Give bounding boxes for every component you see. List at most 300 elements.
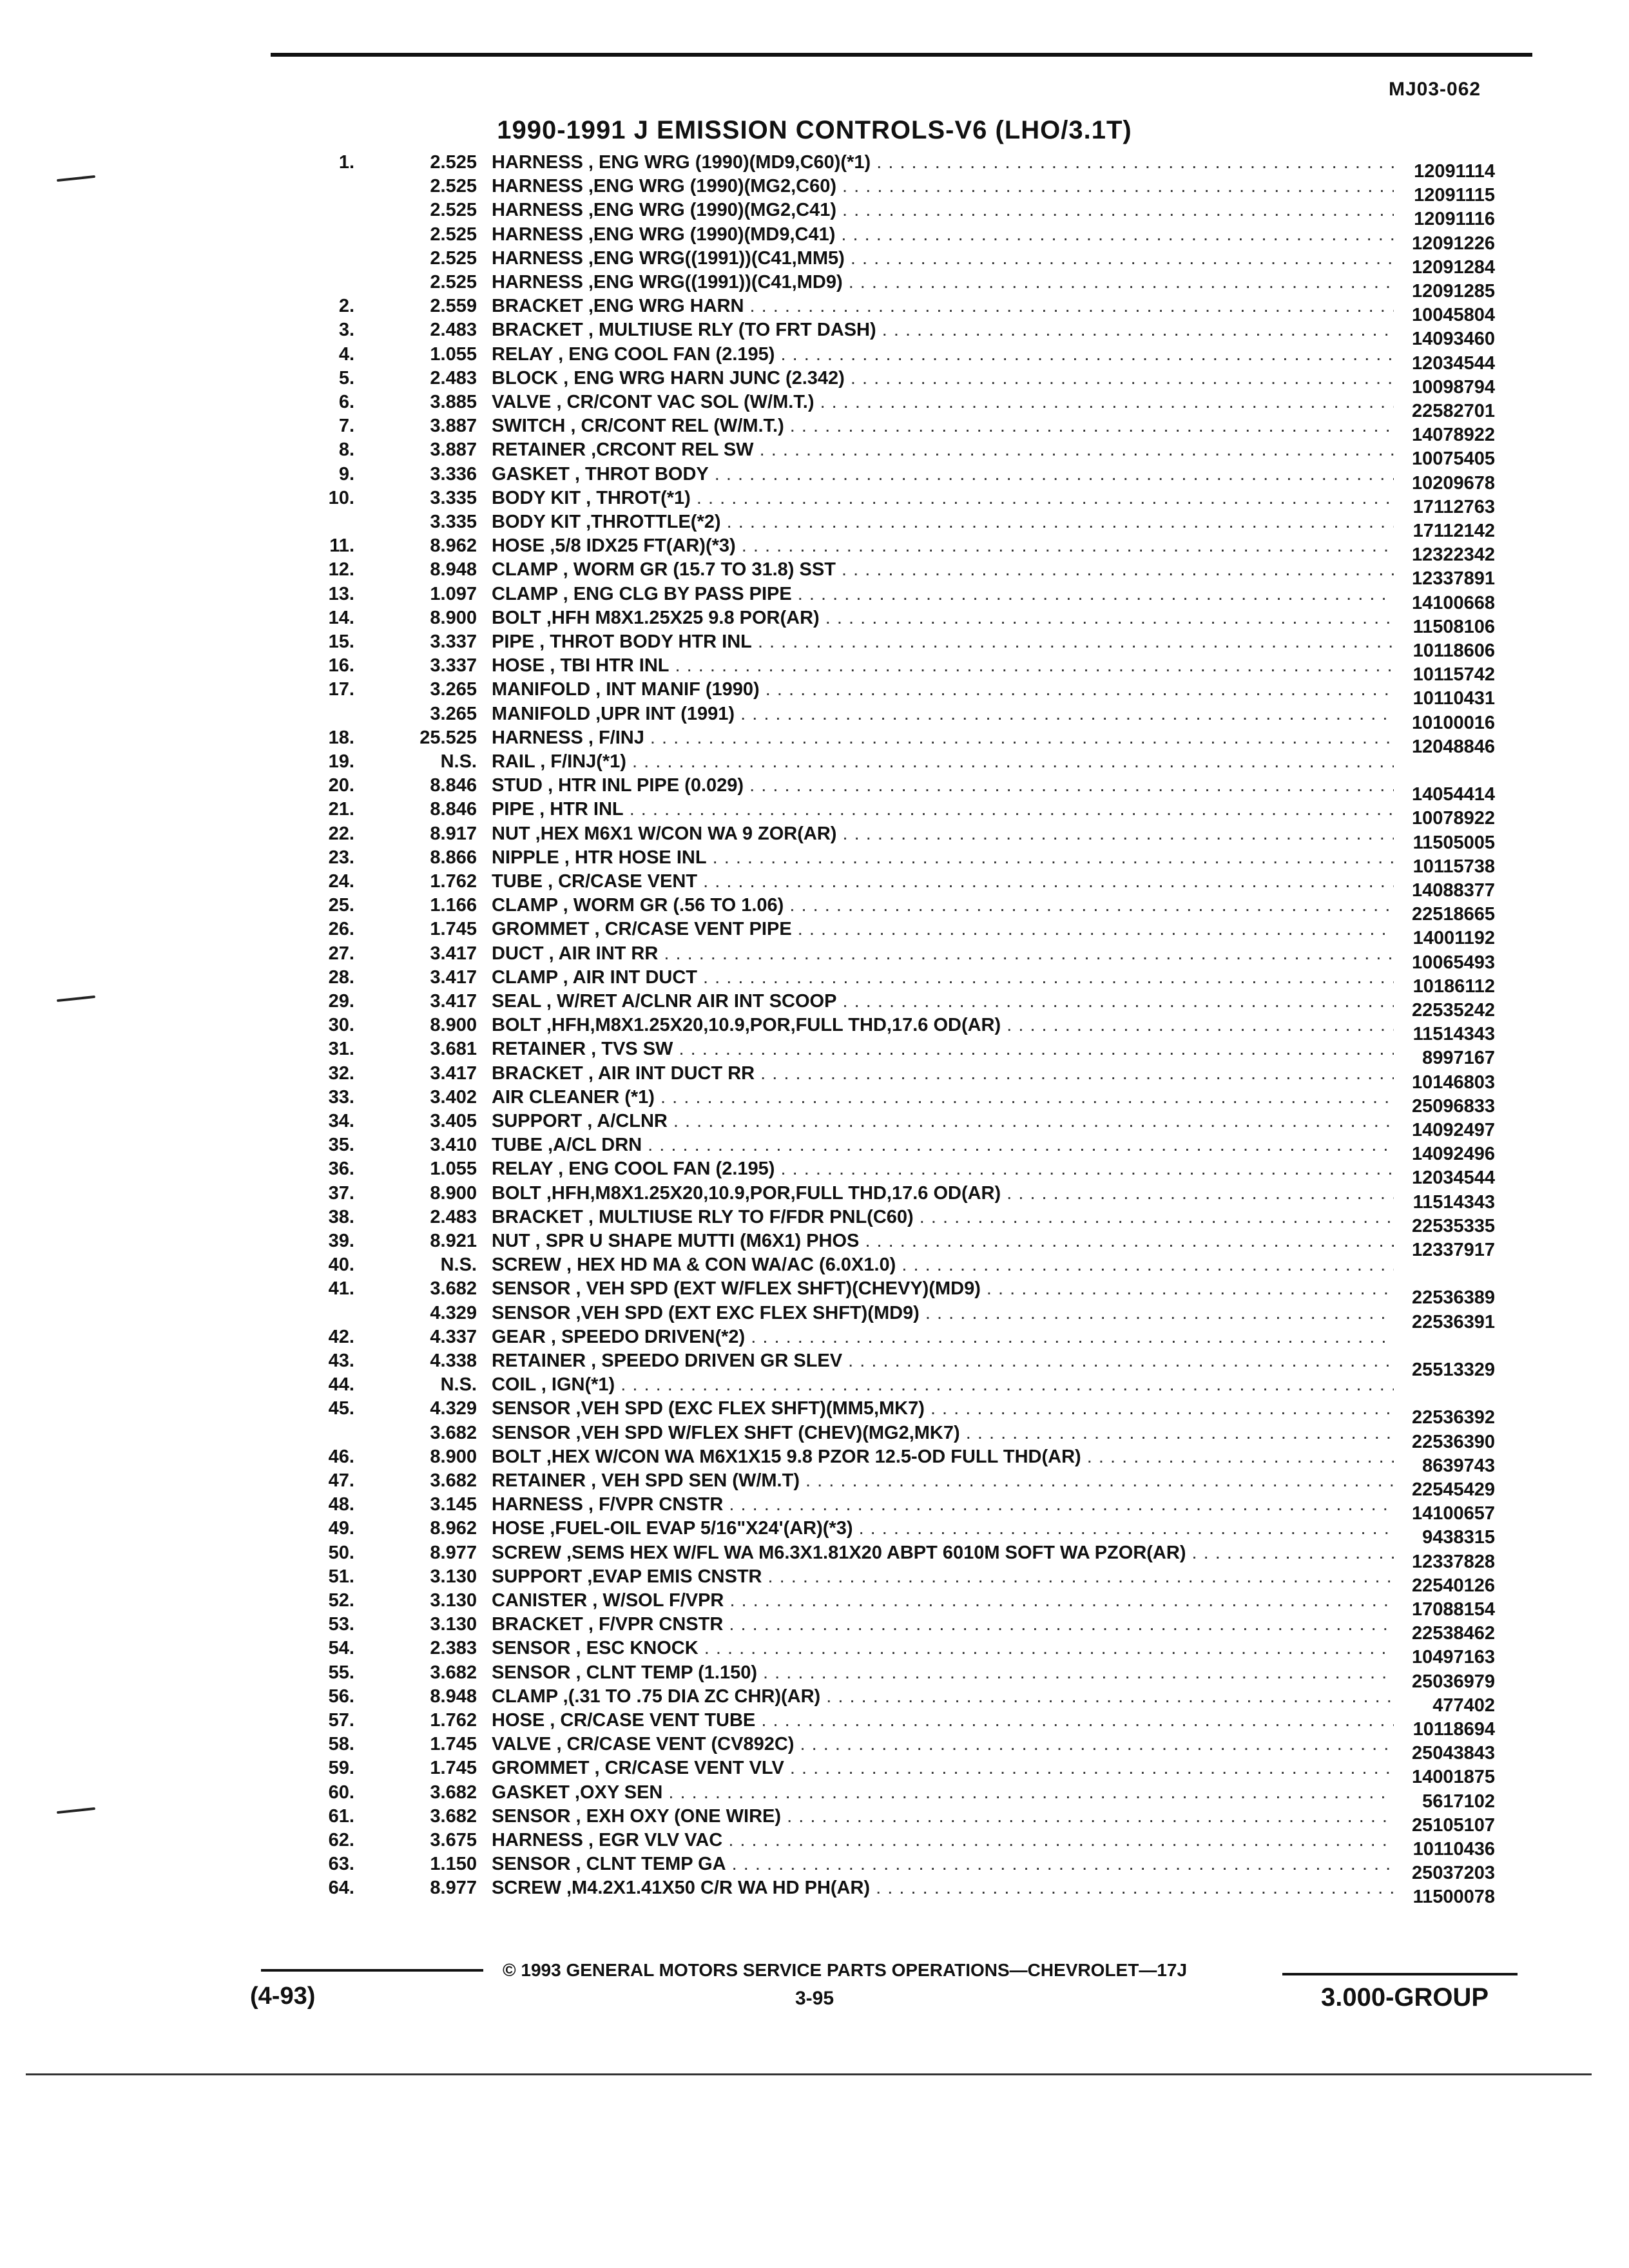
group-number: 4.329 bbox=[430, 1302, 477, 1323]
group-number: 3.682 bbox=[430, 1278, 477, 1300]
ref-number: 34. bbox=[328, 1111, 354, 1131]
ref-number: 13. bbox=[328, 583, 354, 604]
parts-row bbox=[0, 630, 1629, 661]
parts-row bbox=[0, 654, 1629, 686]
parts-row bbox=[0, 1373, 1629, 1396]
group-number: 1.745 bbox=[430, 1734, 477, 1755]
part-description: HARNESS , EGR VLV VAC . . . bbox=[492, 1829, 1394, 1852]
part-description: PIPE , THROT BODY HTR INL . . . bbox=[492, 630, 1394, 653]
ref-number: 58. bbox=[328, 1734, 354, 1755]
group-number: 2.483 bbox=[430, 1206, 477, 1227]
parts-row bbox=[0, 1062, 1629, 1093]
part-description: AIR CLEANER (*1) . . . bbox=[492, 1086, 1394, 1109]
part-number: 25037203 bbox=[1411, 1863, 1495, 1884]
part-number: 14054414 bbox=[1411, 784, 1495, 805]
part-description: BRACKET , MULTIUSE RLY (TO FRT DASH) . . . bbox=[492, 318, 1394, 341]
group-number: N.S. bbox=[440, 1254, 477, 1276]
group-number: 3.130 bbox=[430, 1590, 477, 1611]
parts-row bbox=[0, 1302, 1629, 1332]
part-number: 14088377 bbox=[1411, 880, 1495, 901]
part-number: 25043843 bbox=[1411, 1743, 1495, 1764]
parts-row bbox=[0, 414, 1629, 446]
part-number: 12091226 bbox=[1411, 233, 1495, 254]
part-number: 12091114 bbox=[1414, 161, 1495, 182]
parts-row bbox=[0, 750, 1629, 773]
parts-row bbox=[0, 1876, 1629, 1908]
ref-number: 7. bbox=[338, 416, 354, 437]
part-number: 11514343 bbox=[1412, 1024, 1495, 1045]
part-description: HARNESS ,ENG WRG((1991))(C41,MM5) . . . bbox=[492, 247, 1394, 270]
ref-number: 15. bbox=[328, 631, 354, 652]
part-description: SENSOR ,VEH SPD W/FLEX SHFT (CHEV)(MG2,MK7) . . . bbox=[492, 1421, 1394, 1445]
part-description: HOSE ,FUEL-OIL EVAP 5/16"X24'(AR)(*3) . . . bbox=[492, 1517, 1394, 1540]
group-number: 3.682 bbox=[430, 1422, 477, 1443]
part-description: HOSE , CR/CASE VENT TUBE . . . bbox=[492, 1709, 1394, 1732]
ref-number: 18. bbox=[328, 727, 354, 748]
group-number: 8.866 bbox=[430, 847, 477, 868]
part-number: 12034544 bbox=[1411, 1168, 1495, 1189]
group-number: 2.525 bbox=[430, 152, 477, 173]
ref-number: 16. bbox=[328, 655, 354, 677]
group-number: 3.417 bbox=[430, 1062, 477, 1084]
ref-number: 53. bbox=[328, 1614, 354, 1635]
parts-row bbox=[0, 1253, 1629, 1276]
part-number: 22536390 bbox=[1411, 1431, 1495, 1452]
group-number: 4.338 bbox=[430, 1350, 477, 1371]
part-description: NUT ,HEX M6X1 W/CON WA 9 ZOR(AR) . . . bbox=[492, 822, 1394, 845]
part-description: SENSOR , EXH OXY (ONE WIRE) . . . bbox=[492, 1805, 1394, 1828]
group-number: 8.917 bbox=[430, 823, 477, 844]
group-number: 3.337 bbox=[430, 655, 477, 677]
ref-number: 3. bbox=[338, 320, 354, 341]
part-number: 14001875 bbox=[1411, 1767, 1495, 1788]
ref-number: 60. bbox=[328, 1782, 354, 1803]
ref-number: 63. bbox=[328, 1854, 354, 1875]
parts-row bbox=[0, 1517, 1629, 1548]
group-number: N.S. bbox=[440, 751, 477, 772]
part-description: BRACKET , MULTIUSE RLY TO F/FDR PNL(C60) . . . bbox=[492, 1206, 1394, 1229]
group-number: 3.682 bbox=[430, 1805, 477, 1827]
part-number: 25096833 bbox=[1411, 1095, 1495, 1117]
ref-number: 43. bbox=[328, 1350, 354, 1371]
page-title: 1990-1991 J EMISSION CONTROLS-V6 (LHO/3.1T) bbox=[497, 116, 1132, 144]
part-number: 10186112 bbox=[1412, 975, 1495, 997]
part-number: 22518665 bbox=[1411, 904, 1495, 925]
part-number: 22538462 bbox=[1411, 1623, 1495, 1644]
group-number: 2.525 bbox=[430, 176, 477, 197]
group-number: 8.900 bbox=[430, 607, 477, 628]
parts-row bbox=[0, 1421, 1629, 1452]
ref-number: 47. bbox=[328, 1470, 354, 1491]
part-number: 8639743 bbox=[1422, 1455, 1495, 1476]
ref-number: 44. bbox=[328, 1374, 354, 1396]
part-description: RETAINER ,CRCONT REL SW . . . bbox=[492, 438, 1394, 461]
part-description: RELAY , ENG COOL FAN (2.195) . . . bbox=[492, 1157, 1394, 1180]
group-number: 3.681 bbox=[430, 1039, 477, 1060]
ref-number: 59. bbox=[328, 1758, 354, 1779]
ref-number: 28. bbox=[328, 966, 354, 988]
group-number: 3.337 bbox=[430, 631, 477, 652]
parts-row bbox=[0, 894, 1629, 925]
part-description: GEAR , SPEEDO DRIVEN(*2) . . . bbox=[492, 1325, 1394, 1349]
part-description: SENSOR , CLNT TEMP GA . . . bbox=[492, 1852, 1394, 1876]
parts-row bbox=[0, 702, 1629, 733]
part-number: 10110436 bbox=[1412, 1839, 1495, 1860]
group-number: 2.483 bbox=[430, 367, 477, 389]
part-number: 17088154 bbox=[1411, 1599, 1495, 1620]
part-description: GASKET ,OXY SEN . . . bbox=[492, 1781, 1394, 1804]
ref-number: 30. bbox=[328, 1015, 354, 1036]
parts-row bbox=[0, 1397, 1629, 1428]
part-description: RETAINER , VEH SPD SEN (W/M.T) . . . bbox=[492, 1469, 1394, 1492]
group-number: 3.410 bbox=[430, 1135, 477, 1156]
ref-number: 62. bbox=[328, 1830, 354, 1850]
part-description: BRACKET ,ENG WRG HARN . . . bbox=[492, 294, 1394, 318]
part-number: 10118694 bbox=[1412, 1719, 1495, 1740]
part-description: RAIL , F/INJ(*1) . . . bbox=[492, 750, 1394, 773]
group-number: 3.417 bbox=[430, 943, 477, 964]
parts-row bbox=[0, 990, 1629, 1021]
part-description: MANIFOLD ,UPR INT (1991) . . . bbox=[492, 702, 1394, 726]
group-number: 3.130 bbox=[430, 1566, 477, 1587]
parts-row bbox=[0, 846, 1629, 877]
parts-row bbox=[0, 1014, 1629, 1045]
part-description: SCREW ,M4.2X1.41X50 C/R WA HD PH(AR) . . . bbox=[492, 1876, 1394, 1899]
group-number: 1.150 bbox=[430, 1854, 477, 1875]
part-description: SENSOR , ESC KNOCK . . . bbox=[492, 1637, 1394, 1660]
footer-group: 3.000-GROUP bbox=[1321, 1983, 1489, 2012]
part-number: 9438315 bbox=[1422, 1527, 1495, 1548]
ref-number: 46. bbox=[328, 1446, 354, 1467]
group-number: 4.329 bbox=[430, 1398, 477, 1419]
part-number: 12337828 bbox=[1411, 1551, 1495, 1572]
part-number: 5617102 bbox=[1422, 1791, 1495, 1812]
part-description: VALVE , CR/CONT VAC SOL (W/M.T.) . . . bbox=[492, 390, 1394, 414]
part-number: 14001192 bbox=[1412, 928, 1495, 949]
part-description: RETAINER , SPEEDO DRIVEN GR SLEV . . . bbox=[492, 1349, 1394, 1372]
ref-number: 42. bbox=[328, 1326, 354, 1347]
part-number: 14093460 bbox=[1411, 329, 1495, 350]
part-number: 12091115 bbox=[1414, 185, 1495, 206]
part-description: HARNESS , F/INJ . . . bbox=[492, 726, 1394, 749]
part-description: CLAMP , AIR INT DUCT . . . bbox=[492, 966, 1394, 989]
parts-row bbox=[0, 294, 1629, 326]
part-description: SCREW , HEX HD MA & CON WA/AC (6.0X1.0) . . . bbox=[492, 1253, 1394, 1276]
ref-number: 48. bbox=[328, 1494, 354, 1515]
parts-row bbox=[0, 1756, 1629, 1788]
parts-row bbox=[0, 1709, 1629, 1740]
group-number: 3.265 bbox=[430, 703, 477, 724]
ref-number: 41. bbox=[328, 1278, 354, 1300]
part-description: GROMMET , CR/CASE VENT PIPE . . . bbox=[492, 918, 1394, 941]
ref-number: 31. bbox=[328, 1039, 354, 1060]
parts-row bbox=[0, 918, 1629, 949]
parts-row bbox=[0, 1182, 1629, 1213]
ref-number: 12. bbox=[328, 559, 354, 581]
ref-number: 50. bbox=[328, 1542, 354, 1563]
group-number: 8.977 bbox=[430, 1542, 477, 1563]
part-description: DUCT , AIR INT RR . . . bbox=[492, 942, 1394, 965]
ref-number: 32. bbox=[328, 1062, 354, 1084]
part-number: 17112763 bbox=[1412, 496, 1495, 517]
part-number: 12034544 bbox=[1411, 352, 1495, 374]
group-number: 3.682 bbox=[430, 1662, 477, 1683]
parts-row bbox=[0, 198, 1629, 230]
parts-row bbox=[0, 1157, 1629, 1189]
part-description: SENSOR ,VEH SPD (EXT EXC FLEX SHFT)(MD9) . . . bbox=[492, 1302, 1394, 1325]
parts-row bbox=[0, 438, 1629, 470]
parts-row bbox=[0, 1541, 1629, 1572]
group-number: 2.525 bbox=[430, 224, 477, 245]
parts-row bbox=[0, 390, 1629, 421]
part-description: CLAMP , WORM GR (15.7 TO 31.8) SST . . . bbox=[492, 558, 1394, 581]
part-number: 11500078 bbox=[1412, 1887, 1495, 1908]
parts-row bbox=[0, 1086, 1629, 1117]
group-number: 8.948 bbox=[430, 559, 477, 581]
ref-number: 27. bbox=[328, 943, 354, 964]
ref-number: 52. bbox=[328, 1590, 354, 1611]
parts-row bbox=[0, 1685, 1629, 1716]
parts-row bbox=[0, 343, 1629, 374]
parts-row bbox=[0, 1829, 1629, 1860]
group-number: 8.900 bbox=[430, 1446, 477, 1467]
part-number: 12337891 bbox=[1411, 568, 1495, 590]
part-description: RETAINER , TVS SW . . . bbox=[492, 1037, 1394, 1061]
part-description: HARNESS ,ENG WRG (1990)(MD9,C41) . . . bbox=[492, 223, 1394, 246]
ref-number: 64. bbox=[328, 1878, 354, 1899]
part-number: 25036979 bbox=[1411, 1671, 1495, 1692]
part-description: SWITCH , CR/CONT REL (W/M.T.) . . . bbox=[492, 414, 1394, 437]
ref-number: 38. bbox=[328, 1206, 354, 1227]
part-number: 14100668 bbox=[1411, 592, 1495, 613]
part-description: HARNESS , ENG WRG (1990)(MD9,C60)(*1) . . . bbox=[492, 151, 1394, 174]
ref-number: 54. bbox=[328, 1638, 354, 1659]
group-number: 3.682 bbox=[430, 1782, 477, 1803]
part-number: 22536391 bbox=[1411, 1311, 1495, 1332]
ref-number: 26. bbox=[328, 919, 354, 940]
part-number: 22582701 bbox=[1411, 401, 1495, 421]
part-description: CLAMP , WORM GR (.56 TO 1.06) . . . bbox=[492, 894, 1394, 917]
part-number: 10098794 bbox=[1411, 376, 1495, 398]
part-description: HOSE , TBI HTR INL . . . bbox=[492, 654, 1394, 677]
group-number: 1.097 bbox=[430, 583, 477, 604]
ref-number: 14. bbox=[328, 607, 354, 628]
part-number: 11505005 bbox=[1412, 832, 1495, 853]
ref-number: 24. bbox=[328, 871, 354, 892]
part-description: TUBE ,A/CL DRN . . . bbox=[492, 1133, 1394, 1157]
part-number: 14078922 bbox=[1411, 425, 1495, 446]
footer-copyright: © 1993 GENERAL MOTORS SERVICE PARTS OPERATIONS—CHEVROLET—17J bbox=[503, 1960, 1188, 1980]
ref-number: 5. bbox=[338, 367, 354, 389]
part-number: 25105107 bbox=[1411, 1814, 1495, 1836]
part-description: HARNESS ,ENG WRG (1990)(MG2,C60) . . . bbox=[492, 175, 1394, 198]
part-description: HARNESS , F/VPR CNSTR . . . bbox=[492, 1493, 1394, 1516]
ref-number: 36. bbox=[328, 1158, 354, 1180]
part-description: NIPPLE , HTR HOSE INL . . . bbox=[492, 846, 1394, 869]
part-description: NUT , SPR U SHAPE MUTTI (M6X1) PHOS . . . bbox=[492, 1229, 1394, 1253]
ref-number: 57. bbox=[328, 1710, 354, 1731]
group-number: 2.525 bbox=[430, 272, 477, 293]
group-number: 8.948 bbox=[430, 1686, 477, 1707]
group-number: 3.130 bbox=[430, 1614, 477, 1635]
ref-number: 6. bbox=[338, 392, 354, 412]
parts-row bbox=[0, 966, 1629, 997]
parts-row bbox=[0, 606, 1629, 637]
part-number: 10209678 bbox=[1411, 472, 1495, 494]
parts-row bbox=[0, 1852, 1629, 1884]
parts-row bbox=[0, 1589, 1629, 1620]
part-description: CANISTER , W/SOL F/VPR . . . bbox=[492, 1589, 1394, 1612]
parts-row bbox=[0, 1349, 1629, 1380]
part-number: 10110431 bbox=[1412, 688, 1495, 709]
ref-number: 4. bbox=[338, 343, 354, 365]
part-number: 12091284 bbox=[1411, 256, 1495, 278]
group-number: N.S. bbox=[440, 1374, 477, 1396]
group-number: 2.483 bbox=[430, 320, 477, 341]
part-number: 10497163 bbox=[1411, 1647, 1495, 1668]
document-id: MJ03-062 bbox=[1389, 79, 1481, 100]
parts-row bbox=[0, 151, 1629, 182]
ref-number: 10. bbox=[328, 487, 354, 508]
part-number: 10100016 bbox=[1411, 712, 1495, 733]
parts-row bbox=[0, 726, 1629, 757]
parts-row bbox=[0, 318, 1629, 350]
part-number: 22535335 bbox=[1411, 1215, 1495, 1236]
parts-row bbox=[0, 1781, 1629, 1812]
group-number: 1.745 bbox=[430, 1758, 477, 1779]
parts-row bbox=[0, 582, 1629, 613]
part-description: BRACKET , AIR INT DUCT RR . . . bbox=[492, 1062, 1394, 1085]
ref-number: 37. bbox=[328, 1182, 354, 1204]
ref-number: 45. bbox=[328, 1398, 354, 1419]
part-number: 477402 bbox=[1432, 1695, 1495, 1716]
part-description: VALVE , CR/CASE VENT (CV892C) . . . bbox=[492, 1733, 1394, 1756]
group-number: 8.846 bbox=[430, 799, 477, 820]
group-number: 3.335 bbox=[430, 512, 477, 532]
parts-row bbox=[0, 870, 1629, 901]
parts-row bbox=[0, 271, 1629, 302]
part-description: MANIFOLD , INT MANIF (1990) . . . bbox=[492, 678, 1394, 701]
parts-row bbox=[0, 1565, 1629, 1596]
group-number: 3.675 bbox=[430, 1830, 477, 1850]
footer-rule-left bbox=[261, 1969, 483, 1972]
part-description: GASKET , THROT BODY . . . bbox=[492, 463, 1394, 486]
part-description: PIPE , HTR INL . . . bbox=[492, 798, 1394, 821]
part-description: SUPPORT , A/CLNR . . . bbox=[492, 1110, 1394, 1133]
ref-number: 35. bbox=[328, 1135, 354, 1156]
group-number: 3.402 bbox=[430, 1086, 477, 1108]
part-number: 10115738 bbox=[1412, 856, 1495, 877]
group-number: 1.166 bbox=[430, 895, 477, 916]
group-number: 1.055 bbox=[430, 343, 477, 365]
part-description: SENSOR , CLNT TEMP (1.150) . . . bbox=[492, 1661, 1394, 1684]
part-description: STUD , HTR INL PIPE (0.029) . . . bbox=[492, 774, 1394, 797]
part-description: BODY KIT , THROT(*1) . . . bbox=[492, 486, 1394, 510]
part-number: 22535242 bbox=[1411, 1000, 1495, 1021]
group-number: 1.762 bbox=[430, 1710, 477, 1731]
part-number: 12091285 bbox=[1411, 281, 1495, 302]
parts-row bbox=[0, 1493, 1629, 1524]
group-number: 8.846 bbox=[430, 775, 477, 796]
part-number: 12091116 bbox=[1414, 209, 1495, 230]
parts-row bbox=[0, 678, 1629, 709]
group-number: 1.745 bbox=[430, 919, 477, 940]
parts-row bbox=[0, 1613, 1629, 1644]
parts-row bbox=[0, 1469, 1629, 1500]
group-number: 2.525 bbox=[430, 247, 477, 269]
ref-number: 17. bbox=[328, 679, 354, 700]
part-number: 22536389 bbox=[1411, 1287, 1495, 1309]
parts-row bbox=[0, 1110, 1629, 1140]
group-number: 8.921 bbox=[430, 1231, 477, 1251]
ref-number: 21. bbox=[328, 799, 354, 820]
group-number: 25.525 bbox=[419, 727, 477, 748]
part-description: SCREW ,SEMS HEX W/FL WA M6.3X1.81X20 ABPT 6010M SOFT WA PZOR(AR) . . . bbox=[492, 1541, 1394, 1564]
parts-row bbox=[0, 367, 1629, 398]
group-number: 8.962 bbox=[430, 535, 477, 557]
ref-number: 40. bbox=[328, 1254, 354, 1276]
parts-row bbox=[0, 942, 1629, 973]
group-number: 3.145 bbox=[430, 1494, 477, 1515]
group-number: 3.887 bbox=[430, 439, 477, 461]
part-description: GROMMET , CR/CASE VENT VLV . . . bbox=[492, 1756, 1394, 1780]
group-number: 3.405 bbox=[430, 1111, 477, 1131]
ref-number: 20. bbox=[328, 775, 354, 796]
part-number: 10065493 bbox=[1411, 952, 1495, 973]
part-description: BOLT ,HFH M8X1.25X25 9.8 POR(AR) . . . bbox=[492, 606, 1394, 629]
group-number: 1.055 bbox=[430, 1158, 477, 1180]
part-number: 25513329 bbox=[1411, 1360, 1495, 1380]
parts-row bbox=[0, 558, 1629, 590]
part-number: 22540126 bbox=[1411, 1575, 1495, 1596]
parts-row bbox=[0, 1445, 1629, 1476]
ref-number: 61. bbox=[328, 1805, 354, 1827]
part-number: 8997167 bbox=[1422, 1048, 1495, 1069]
ref-number: 55. bbox=[328, 1662, 354, 1683]
part-number: 12048846 bbox=[1411, 736, 1495, 757]
part-description: COIL , IGN(*1) . . . bbox=[492, 1373, 1394, 1396]
ref-number: 23. bbox=[328, 847, 354, 868]
part-number: 22545429 bbox=[1411, 1479, 1495, 1500]
parts-row bbox=[0, 798, 1629, 829]
ref-number: 49. bbox=[328, 1518, 354, 1539]
part-number: 10075405 bbox=[1411, 448, 1495, 470]
group-number: 3.682 bbox=[430, 1470, 477, 1491]
ref-number: 9. bbox=[338, 463, 354, 485]
group-number: 8.977 bbox=[430, 1878, 477, 1899]
ref-number: 2. bbox=[338, 296, 354, 317]
part-description: BOLT ,HFH,M8X1.25X20,10.9,POR,FULL THD,17.6 OD(AR) . . . bbox=[492, 1014, 1394, 1037]
group-number: 8.900 bbox=[430, 1182, 477, 1204]
group-number: 4.337 bbox=[430, 1326, 477, 1347]
part-description: CLAMP ,(.31 TO .75 DIA ZC CHR)(AR) . . . bbox=[492, 1685, 1394, 1708]
footer-rule-right bbox=[1282, 1973, 1518, 1975]
parts-row bbox=[0, 1733, 1629, 1764]
part-description: HARNESS ,ENG WRG((1991))(C41,MD9) . . . bbox=[492, 271, 1394, 294]
part-number: 22536392 bbox=[1411, 1407, 1495, 1428]
group-number: 3.336 bbox=[430, 463, 477, 485]
part-description: HARNESS ,ENG WRG (1990)(MG2,C41) . . . bbox=[492, 198, 1394, 222]
parts-row bbox=[0, 486, 1629, 517]
parts-row bbox=[0, 223, 1629, 254]
ref-number: 22. bbox=[328, 823, 354, 844]
parts-row bbox=[0, 1133, 1629, 1165]
ref-number: 19. bbox=[328, 751, 354, 772]
footer-page-number: 3-95 bbox=[795, 1988, 834, 2009]
part-description: HOSE ,5/8 IDX25 FT(AR)(*3) . . . bbox=[492, 534, 1394, 557]
group-number: 2.383 bbox=[430, 1638, 477, 1659]
part-description: BOLT ,HFH,M8X1.25X20,10.9,POR,FULL THD,17.6 OD(AR) . . . bbox=[492, 1182, 1394, 1205]
